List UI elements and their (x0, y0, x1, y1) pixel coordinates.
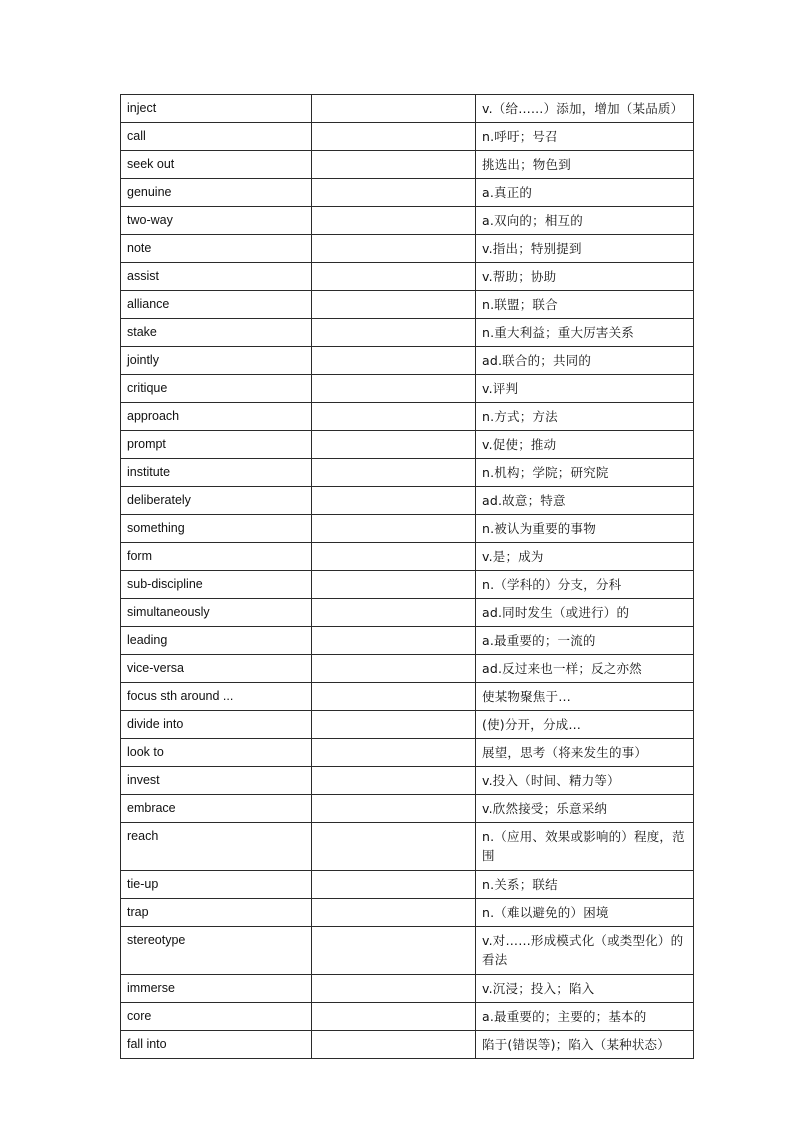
table-row (121, 975, 694, 1003)
table-row (121, 95, 694, 123)
meaning-cell: ad.反过来也一样；反之亦然 (476, 655, 694, 683)
meaning-cell: n.被认为重要的事物 (476, 515, 694, 543)
word-cell: trap (121, 899, 312, 927)
word-cell: stereotype (121, 927, 312, 975)
blank-cell (312, 515, 476, 543)
meaning-cell: (使)分开，分成… (476, 711, 694, 739)
table-row (121, 151, 694, 179)
meaning-cell: n.（难以避免的）困境 (476, 899, 694, 927)
blank-cell (312, 927, 476, 975)
table-row (121, 571, 694, 599)
blank-cell (312, 1031, 476, 1059)
table-row (121, 767, 694, 795)
meaning-cell: ad.故意；特意 (476, 487, 694, 515)
word-cell: genuine (121, 179, 312, 207)
meaning-cell: v.（给……）添加，增加（某品质） (476, 95, 694, 123)
table-row (121, 543, 694, 571)
word-cell: tie-up (121, 871, 312, 899)
word-cell: reach (121, 823, 312, 871)
meaning-cell: n.（学科的）分支，分科 (476, 571, 694, 599)
vocabulary-table-body (121, 95, 694, 1059)
word-cell: note (121, 235, 312, 263)
blank-cell (312, 123, 476, 151)
word-cell: leading (121, 627, 312, 655)
table-row (121, 599, 694, 627)
blank-cell (312, 655, 476, 683)
blank-cell (312, 543, 476, 571)
word-cell: institute (121, 459, 312, 487)
meaning-cell: a.最重要的；一流的 (476, 627, 694, 655)
word-cell: embrace (121, 795, 312, 823)
word-cell: assist (121, 263, 312, 291)
meaning-cell: n.机构；学院；研究院 (476, 459, 694, 487)
table-row (121, 179, 694, 207)
meaning-cell: v.评判 (476, 375, 694, 403)
table-row (121, 899, 694, 927)
table-row (121, 655, 694, 683)
blank-cell (312, 571, 476, 599)
meaning-cell: ad.同时发生（或进行）的 (476, 599, 694, 627)
blank-cell (312, 291, 476, 319)
table-row (121, 431, 694, 459)
word-cell: invest (121, 767, 312, 795)
table-row (121, 459, 694, 487)
meaning-cell: v.沉浸；投入；陷入 (476, 975, 694, 1003)
word-cell: two-way (121, 207, 312, 235)
meaning-cell: a.真正的 (476, 179, 694, 207)
table-row (121, 627, 694, 655)
table-row (121, 263, 694, 291)
meaning-cell: n.方式；方法 (476, 403, 694, 431)
word-cell: critique (121, 375, 312, 403)
table-row (121, 711, 694, 739)
meaning-cell: 陷于(错误等)；陷入（某种状态） (476, 1031, 694, 1059)
blank-cell (312, 347, 476, 375)
table-row (121, 319, 694, 347)
meaning-cell: 展望，思考（将来发生的事） (476, 739, 694, 767)
meaning-cell: a.双向的；相互的 (476, 207, 694, 235)
blank-cell (312, 795, 476, 823)
meaning-cell: v.对……形成模式化（或类型化）的看法 (476, 927, 694, 975)
word-cell: inject (121, 95, 312, 123)
blank-cell (312, 431, 476, 459)
blank-cell (312, 235, 476, 263)
meaning-cell: ad.联合的；共同的 (476, 347, 694, 375)
meaning-cell: n.呼吁；号召 (476, 123, 694, 151)
table-row (121, 515, 694, 543)
word-cell: immerse (121, 975, 312, 1003)
blank-cell (312, 1003, 476, 1031)
meaning-cell: v.帮助；协助 (476, 263, 694, 291)
word-cell: jointly (121, 347, 312, 375)
blank-cell (312, 823, 476, 871)
blank-cell (312, 599, 476, 627)
meaning-cell: n.联盟；联合 (476, 291, 694, 319)
word-cell: approach (121, 403, 312, 431)
word-cell: core (121, 1003, 312, 1031)
blank-cell (312, 459, 476, 487)
table-row (121, 487, 694, 515)
table-row (121, 403, 694, 431)
meaning-cell: n.关系；联结 (476, 871, 694, 899)
table-row (121, 347, 694, 375)
table-row (121, 795, 694, 823)
blank-cell (312, 95, 476, 123)
table-row (121, 739, 694, 767)
blank-cell (312, 207, 476, 235)
table-row (121, 823, 694, 871)
meaning-cell: a.最重要的；主要的；基本的 (476, 1003, 694, 1031)
word-cell: sub-discipline (121, 571, 312, 599)
meaning-cell: v.促使；推动 (476, 431, 694, 459)
table-row (121, 871, 694, 899)
blank-cell (312, 899, 476, 927)
blank-cell (312, 319, 476, 347)
table-row (121, 927, 694, 975)
word-cell: alliance (121, 291, 312, 319)
word-cell: vice-versa (121, 655, 312, 683)
word-cell: stake (121, 319, 312, 347)
meaning-cell: 挑选出；物色到 (476, 151, 694, 179)
blank-cell (312, 871, 476, 899)
word-cell: look to (121, 739, 312, 767)
word-cell: something (121, 515, 312, 543)
meaning-cell: v.欣然接受；乐意采纳 (476, 795, 694, 823)
meaning-cell: v.是；成为 (476, 543, 694, 571)
blank-cell (312, 627, 476, 655)
table-row (121, 1003, 694, 1031)
word-cell: simultaneously (121, 599, 312, 627)
word-cell: divide into (121, 711, 312, 739)
meaning-cell: 使某物聚焦于… (476, 683, 694, 711)
meaning-cell: n.（应用、效果或影响的）程度，范围 (476, 823, 694, 871)
meaning-cell: v.投入（时间、精力等） (476, 767, 694, 795)
table-row (121, 375, 694, 403)
word-cell: seek out (121, 151, 312, 179)
blank-cell (312, 739, 476, 767)
word-cell: call (121, 123, 312, 151)
blank-cell (312, 263, 476, 291)
table-row (121, 1031, 694, 1059)
table-row (121, 291, 694, 319)
vocabulary-table (120, 94, 694, 1059)
blank-cell (312, 975, 476, 1003)
blank-cell (312, 711, 476, 739)
table-row (121, 207, 694, 235)
meaning-cell: n.重大利益；重大厉害关系 (476, 319, 694, 347)
meaning-cell: v.指出；特别提到 (476, 235, 694, 263)
word-cell: form (121, 543, 312, 571)
blank-cell (312, 375, 476, 403)
blank-cell (312, 403, 476, 431)
word-cell: focus sth around ... (121, 683, 312, 711)
blank-cell (312, 767, 476, 795)
blank-cell (312, 179, 476, 207)
table-row (121, 123, 694, 151)
blank-cell (312, 683, 476, 711)
word-cell: prompt (121, 431, 312, 459)
blank-cell (312, 487, 476, 515)
blank-cell (312, 151, 476, 179)
word-cell: fall into (121, 1031, 312, 1059)
table-row (121, 235, 694, 263)
word-cell: deliberately (121, 487, 312, 515)
table-row (121, 683, 694, 711)
